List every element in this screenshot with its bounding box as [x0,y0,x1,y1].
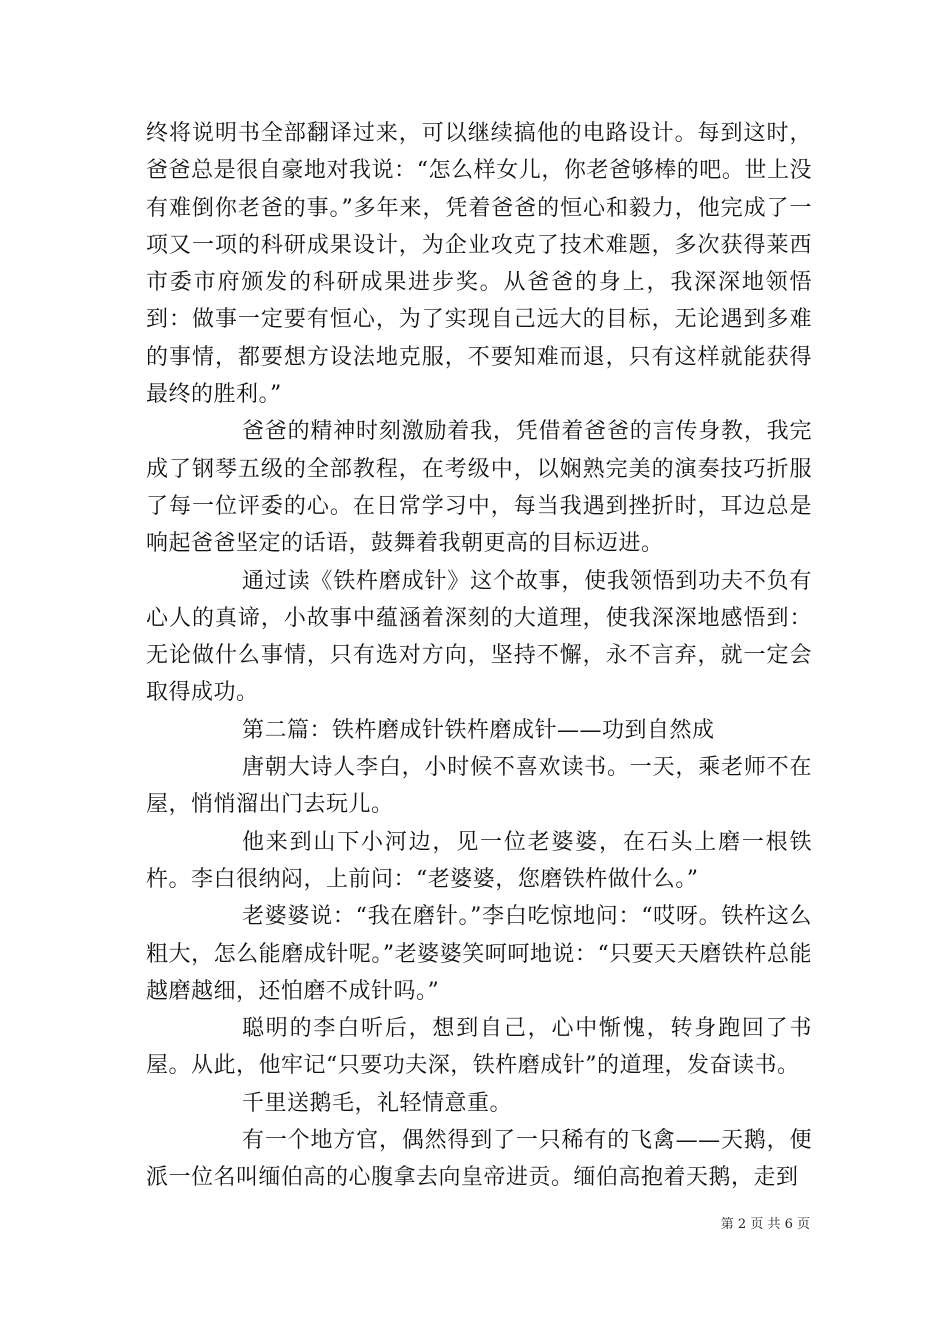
paragraph: 通过读《铁杵磨成针》这个故事，使我领悟到功夫不负有心人的真谛，小故事中蕴涵着深刻的大道理，使我深深地感悟到：无论做什么事情，只有选对方向，坚持不懈，永不言弃，就一定会取得成功。 [146,568,812,706]
paragraph: 爸爸的精神时刻激励着我，凭借着爸爸的言传身教，我完成了钢琴五级的全部教程，在考级中，以娴熟完美的演奏技巧折服了每一位评委的心。在日常学习中，每当我遇到挫折时，耳边总是响起爸爸坚定的话语，鼓舞着我朝更高的目标迈进。 [146,419,812,557]
paragraph: 唐朝大诗人李白，小时候不喜欢读书。一天，乘老师不在屋，悄悄溜出门去玩儿。 [146,755,812,818]
paragraph: 他来到山下小河边，见一位老婆婆，在石头上磨一根铁杵。李白很纳闷，上前问：“老婆婆，您磨铁杵做什么。” [146,829,812,892]
section-heading: 千里送鹅毛，礼轻情意重。 [242,1090,513,1116]
paragraph: 终将说明书全部翻译过来，可以继续搞他的电路设计。每到这时，爸爸总是很自豪地对我说：“怎么样女儿，你老爸够棒的吧。世上没有难倒你老爸的事。”多年来，凭着爸爸的恒心和毅力，他完成了一项又一项的科研成果设计，为企业攻克了技术难题，多次获得莱西市委市府颁发的科研成果进步奖。从爸爸的身上，我深深地领悟到：做事一定要有恒心，为了实现自己远大的目标，无论遇到多难的事情，都要想方设法地克服，不要知难而退，只有这样就能获得最终的胜利。” [146,121,812,408]
paragraph: 老婆婆说：“我在磨针。”李白吃惊地问：“哎呀。铁杵这么粗大，怎么能磨成针呢。”老婆婆笑呵呵地说：“只要天天磨铁杵总能越磨越细，还怕磨不成针吗。” [146,904,812,1004]
paragraph: 聪明的李白听后，想到自己，心中惭愧，转身跑回了书屋。从此，他牢记“只要功夫深，铁杵磨成针”的道理，发奋读书。 [146,1016,812,1079]
paragraph: 有一个地方官，偶然得到了一只稀有的飞禽——天鹅，便派一位名叫缅伯高的心腹拿去向皇帝进贡。缅伯高抱着天鹅，走到 [146,1128,812,1191]
document-body [146,115,812,1197]
section-heading: 第二篇：铁杵磨成针铁杵磨成针——功到自然成 [242,717,715,743]
page-number: 第 2 页 共 6 页 [720,1217,810,1232]
